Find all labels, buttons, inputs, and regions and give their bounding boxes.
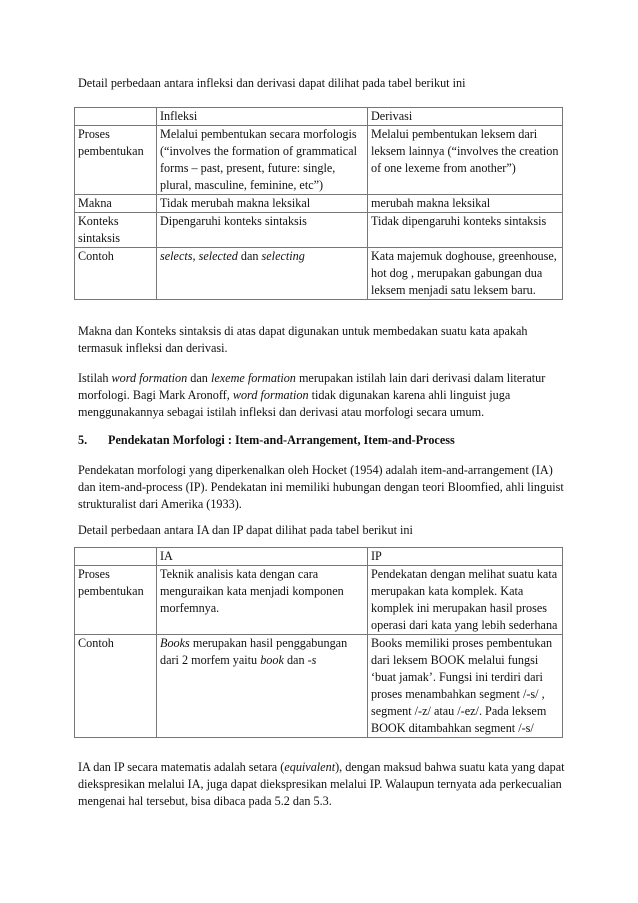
table-cell	[157, 248, 368, 300]
italic-term: equivalent	[284, 760, 336, 774]
paragraph: Makna dan Konteks sintaksis di atas dapat digunakan untuk membedakan suatu kata apakah termasuk infleksi dan derivasi.	[78, 324, 528, 355]
table-header-cell: IP	[368, 548, 563, 566]
table-cell: Dipengaruhi konteks sintaksis	[157, 213, 368, 248]
table-cell: Teknik analisis kata dengan cara menguraikan kata menjadi komponen morfemnya.	[157, 566, 368, 635]
text-span: ), dengan maksud bahwa suatu kata yang dapat diekspresikan melalui IA, juga dapat diekspresikan melalui IP. Walaupun ternyata ada perkecualian mengenai hal tersebut, bisa dibaca pada 5.2 dan 5.3.	[78, 760, 565, 808]
table-cell: Proses pembentukan	[75, 566, 157, 635]
table-row	[75, 126, 563, 195]
text-span: Istilah	[78, 371, 112, 385]
table-row	[75, 195, 563, 213]
table-header-cell	[75, 108, 157, 126]
example-inflection: selecting	[261, 249, 305, 263]
section-heading	[78, 432, 568, 449]
table-cell: Melalui pembentukan secara morfologis (“involves the formation of grammatical forms – past, present, future: single, plural, masculine, feminine, etc”)	[157, 126, 368, 195]
table-cell	[157, 635, 368, 738]
table-cell: Contoh	[75, 635, 157, 738]
italic-term: book	[260, 653, 284, 667]
table-cell: Pendekatan dengan melihat suatu kata merupakan kata komplek. Kata komplek ini merupakan hasil proses operasi dari kata yang lebih sederhana	[368, 566, 563, 635]
table-row	[75, 248, 563, 300]
paragraph: Pendekatan morfologi yang diperkenalkan oleh Hocket (1954) adalah item-and-arrangement (IA) dan item-and-process (IP). Pendekatan ini memiliki hubungan dengan teori Bloomfied, ahli linguist strukturalist dari Amerika (1933).	[78, 463, 564, 511]
table-row	[75, 635, 563, 738]
table-row	[75, 566, 563, 635]
table-infleksi-derivasi	[74, 107, 563, 300]
paragraph	[78, 370, 568, 421]
table-cell: Tidak merubah makna leksikal	[157, 195, 368, 213]
table-cell: Tidak dipengaruhi konteks sintaksis	[368, 213, 563, 248]
italic-term: word formation	[232, 388, 309, 402]
table-row	[75, 213, 563, 248]
italic-term: -s	[307, 653, 317, 667]
table-header-cell: Infleksi	[157, 108, 368, 126]
section-title: Pendekatan Morfologi : Item-and-Arrangement, Item-and-Process	[108, 433, 455, 447]
table-cell: Konteks sintaksis	[75, 213, 157, 248]
paragraph	[78, 759, 568, 810]
table-cell: Books memiliki proses pembentukan dari leksem BOOK melalui fungsi ‘buat jamak’. Fungsi ini terdiri dari proses menambahkan segment /-s/ , segment /-z/ atau /-ez/. Pada leksem BOOK ditambahkan segment /-s/	[368, 635, 563, 738]
table-header-row	[75, 108, 563, 126]
table-cell: Makna	[75, 195, 157, 213]
example-inflection: selects, selected	[160, 249, 238, 263]
text-span: tidak digunakan karena ahli linguist juga menggunakannya sebagai istilah infleksi dan derivasi atau morfologi secara umum.	[78, 388, 511, 419]
table-header-cell: Derivasi	[368, 108, 563, 126]
text-span: IA dan IP secara matematis adalah setara (	[78, 760, 285, 774]
table-cell: Contoh	[75, 248, 157, 300]
text-span: merupakan hasil penggabungan dari 2 morfem yaitu	[160, 636, 348, 667]
table-header-row	[75, 548, 563, 566]
table-cell: Proses pembentukan	[75, 126, 157, 195]
italic-term: lexeme formation	[210, 371, 296, 385]
italic-term: word formation	[111, 371, 188, 385]
table-cell: Melalui pembentukan leksem dari leksem lainnya (“involves the creation of one lexeme from another”)	[368, 126, 563, 195]
text-span: dan	[187, 371, 211, 385]
text-span: dan	[237, 249, 262, 263]
table-ia-ip	[74, 547, 563, 738]
table-cell: merubah makna leksikal	[368, 195, 563, 213]
text-span: dan	[283, 653, 308, 667]
table-header-cell: IA	[157, 548, 368, 566]
intro-table2: Detail perbedaan antara IA dan IP dapat dilihat pada tabel berikut ini	[78, 523, 413, 537]
section-number: 5.	[78, 433, 88, 447]
table-header-cell	[75, 548, 157, 566]
text-span: merupakan istilah lain dari derivasi dalam literatur morfologi. Bagi Mark Aronoff,	[78, 371, 546, 402]
italic-term: Books	[160, 636, 190, 650]
intro-table1: Detail perbedaan antara infleksi dan derivasi dapat dilihat pada tabel berikut ini	[78, 76, 466, 90]
table-cell: Kata majemuk doghouse, greenhouse, hot dog , merupakan gabungan dua leksem menjadi satu leksem baru.	[368, 248, 563, 300]
